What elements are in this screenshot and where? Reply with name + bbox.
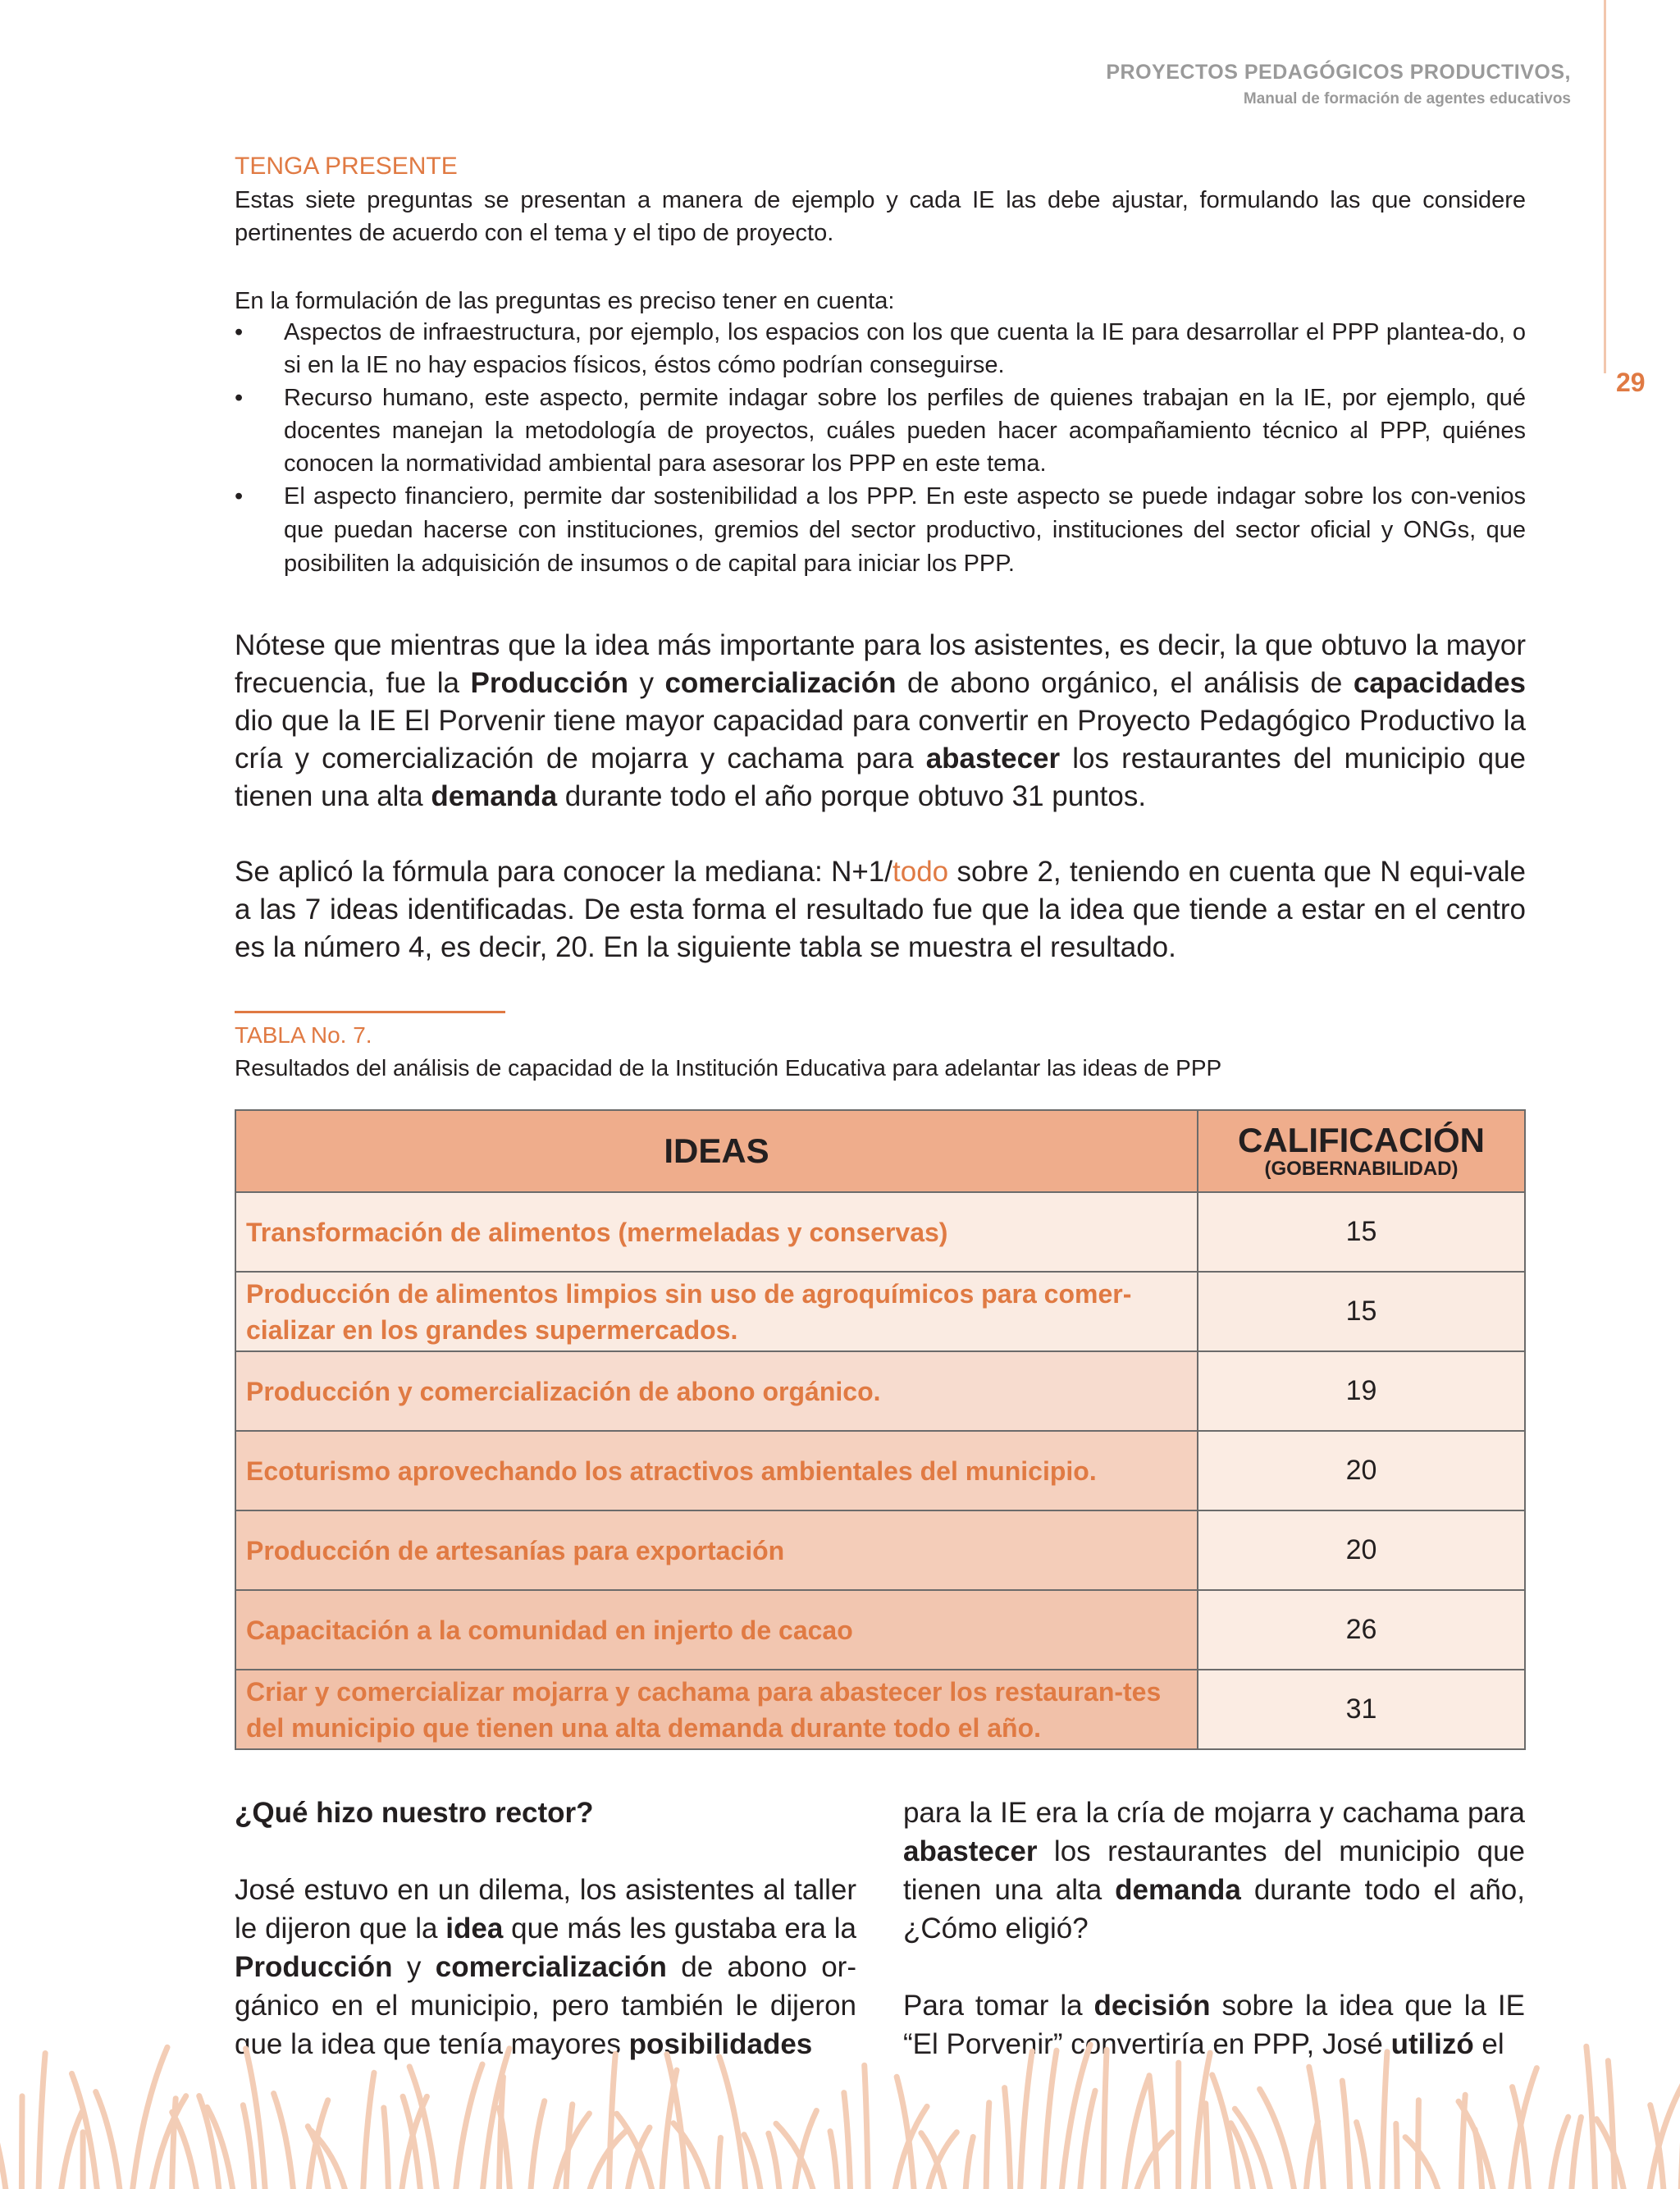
idea-cell: Capacitación a la comunidad en injerto de cacao — [235, 1590, 1198, 1670]
running-header-title: PROYECTOS PEDAGÓGICOS PRODUCTIVOS, — [1106, 61, 1571, 84]
table-row — [235, 1272, 1525, 1351]
analysis-paragraph: Nótese que mientras que la idea más importante para los asistentes, es decir, la que obtuvo la mayor frecuencia, fue la Producción y comercialización de abono orgánico, el análisis de capacidades dio que la IE El Porvenir tiene mayor capacidad para convertir en Proyecto Pedagógico Productivo la cría y comercialización de mojarra y cachama para abastecer los restaurantes del municipio que tienen una alta demanda durante todo el año porque obtuvo 31 puntos. — [235, 629, 1527, 812]
table-label: TABLA No. 7. — [235, 1022, 372, 1048]
idea-cell: Transformación de alimentos (mermeladas y conservas) — [235, 1192, 1198, 1272]
score-cell: 26 — [1198, 1590, 1525, 1670]
consider-list — [235, 316, 1526, 581]
page-number: 29 — [1616, 368, 1646, 397]
grass-decoration-icon — [0, 2035, 1680, 2189]
table-caption: Resultados del análisis de capacidad de la Institución Educativa para adelantar las ideas de PPP — [235, 1055, 1222, 1081]
table-row — [235, 1351, 1525, 1431]
header-ideas: IDEAS — [235, 1110, 1198, 1192]
rector-heading: ¿Qué hizo nuestro rector? — [235, 1797, 594, 1829]
table-row — [235, 1670, 1525, 1749]
ideas-table — [235, 1109, 1526, 1750]
median-paragraph: Se aplicó la fórmula para conocer la mediana: N+1/todo sobre 2, teniendo en cuenta que N equi-vale a las 7 ideas identificadas. De esta forma el resultado fue que la idea que tiende a estar en el centro es la número 4, es decir, 20. En la siguiente tabla se muestra el resultado. — [235, 856, 1526, 963]
rector-paragraph-1: José estuvo en un dilema, los asistentes al taller le dijeron que la idea que más les gustaba era la Producción y comercialización de abono or-gánico en el municipio, pero también le dijeron que la idea que tenía mayores posibilidades — [235, 1874, 856, 2060]
score-cell: 15 — [1198, 1192, 1525, 1272]
consider-intro: En la formulación de las preguntas es preciso tener en cuenta: — [235, 288, 895, 314]
bullet-icon: • — [235, 483, 244, 510]
score-cell: 31 — [1198, 1670, 1525, 1749]
header-score: CALIFICACIÓN (GOBERNABILIDAD) — [1198, 1110, 1525, 1192]
table-row — [235, 1590, 1525, 1670]
rector-left-column — [235, 1794, 856, 2063]
table-label-rule — [235, 1011, 505, 1013]
highlighted-word: todo — [892, 856, 949, 888]
score-cell: 19 — [1198, 1351, 1525, 1431]
score-cell: 15 — [1198, 1272, 1525, 1351]
idea-cell: Producción y comercialización de abono orgánico. — [235, 1351, 1198, 1431]
list-item: • Aspectos de infraestructura, por ejemplo, los espacios con los que cuenta la IE para desarrollar el PPP plantea-do, o si en la IE no hay espacios físicos, éstos cómo podrían conseguirse. — [235, 316, 1526, 382]
list-item: • Recurso humano, este aspecto, permite indagar sobre los perfiles de quienes trabajan en la IE, por ejemplo, qué docentes manejan la metodología de proyectos, cuáles pueden hacer acompañamiento técnico al PPP, quiénes conocen la normatividad ambiental para asesorar los PPP en este tema. — [235, 382, 1526, 480]
table-row — [235, 1192, 1525, 1272]
bullet-icon: • — [235, 385, 244, 411]
rector-paragraph-2: Para tomar la decisión sobre la idea que la IE “El Porvenir” convertiría en PPP, José utilizó el — [903, 1990, 1526, 2060]
tenga-presente-text: Estas siete preguntas se presentan a manera de ejemplo y cada IE las debe ajustar, formulando las que considere pertinentes de acuerdo con el tema y el tipo de proyecto. — [235, 187, 1526, 246]
idea-cell: Producción de alimentos limpios sin uso de agroquímicos para comer-cializar en los grandes supermercados. — [235, 1272, 1198, 1351]
table-row — [235, 1431, 1525, 1510]
running-header-subtitle: Manual de formación de agentes educativos — [1243, 90, 1571, 107]
rector-paragraph-1-cont: para la IE era la cría de mojarra y cachama para abastecer los restaurantes del municipio que tienen una alta demanda durante todo el año, ¿Cómo eligió? — [903, 1797, 1525, 1945]
score-cell: 20 — [1198, 1431, 1525, 1510]
header-score-sub: (GOBERNABILIDAD) — [1264, 1158, 1459, 1180]
page-edge-rule — [1604, 0, 1606, 373]
bullet-icon: • — [235, 319, 244, 345]
rector-right-column — [903, 1794, 1525, 2063]
table-header-row — [235, 1110, 1525, 1192]
idea-cell: Ecoturismo aprovechando los atractivos ambientales del municipio. — [235, 1431, 1198, 1510]
tenga-presente-heading: TENGA PRESENTE — [235, 153, 458, 180]
idea-cell: Criar y comercializar mojarra y cachama para abastecer los restauran-tes del municipio que tienen una alta demanda durante todo el año. — [235, 1670, 1198, 1749]
idea-cell: Producción de artesanías para exportación — [235, 1510, 1198, 1590]
score-cell: 20 — [1198, 1510, 1525, 1590]
list-item: • El aspecto financiero, permite dar sostenibilidad a los PPP. En este aspecto se puede indagar sobre los con-venios que puedan hacerse con instituciones, gremios del sector productivo, instituciones del sector oficial y ONGs, que posibiliten la adquisición de insumos o de capital para iniciar los PPP. — [235, 480, 1526, 581]
table-row — [235, 1510, 1525, 1590]
